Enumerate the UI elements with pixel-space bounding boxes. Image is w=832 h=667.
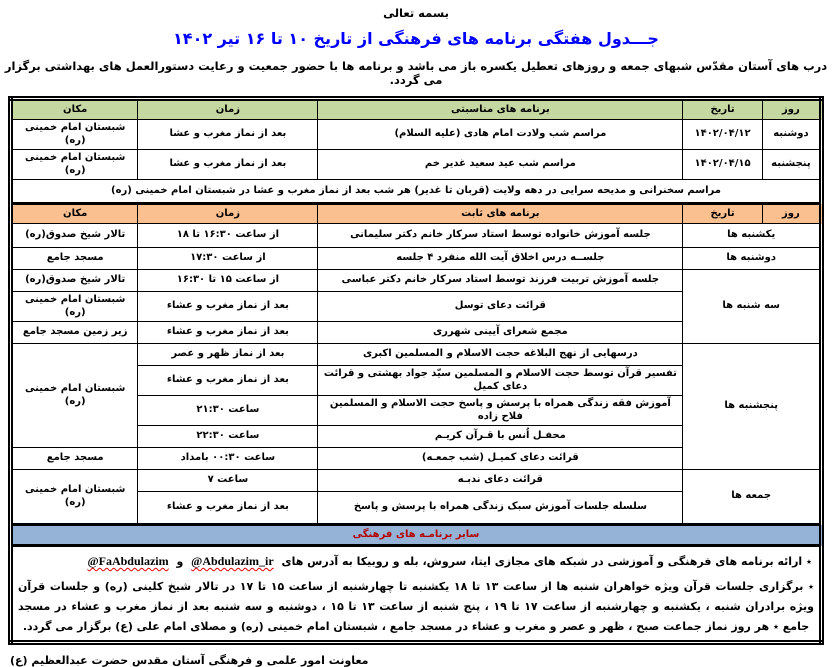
program-cell: سلسله جلسات آموزش سبک زندگی همراه با پرسش و پاسخ [318, 492, 683, 525]
location-cell: مسجد جامع [11, 248, 138, 270]
location-cell: شبستان امام خمینی (ره) [11, 470, 138, 525]
location-cell: شبستان امام خمینی (ره) [11, 150, 138, 180]
table-row [11, 150, 822, 180]
location-cell: تالار شیخ صدوق(ره) [11, 270, 138, 292]
day-group-cell: سه شنبه ها [683, 270, 822, 344]
column-header-day: روز [762, 204, 821, 224]
table-row [11, 470, 822, 492]
decade-note-row [11, 180, 822, 204]
time-cell: بعد از نماز مغرب و عشاء [138, 492, 318, 525]
table-row [11, 120, 822, 150]
program-cell: درسهایی از نهج البلاغه حجت الاسلام و المسلمین اکبری [318, 344, 683, 366]
location-cell: مسجد جامع [11, 448, 138, 470]
time-cell: بعد از نماز مغرب و عشا [138, 150, 318, 180]
column-header-location: مکان [11, 99, 138, 120]
time-cell: بعد از نماز مغرب و عشاء [138, 322, 318, 344]
date-cell: ۱۴۰۲/۰۴/۱۲ [683, 120, 762, 150]
table-row [11, 224, 822, 248]
column-header-fixed-programs: برنامه های ثابت [318, 204, 683, 224]
time-cell: بعد از نماز مغرب و عشا [138, 120, 318, 150]
column-header-date: تاریخ [683, 99, 762, 120]
location-cell: تالار شیخ صدوق(ره) [11, 224, 138, 248]
note-social-media [20, 551, 812, 573]
time-cell: ساعت ۲۱:۳۰ [138, 396, 318, 426]
page-subtitle: درب های آستان مقدّس شبهای جمعه و روزهای تعطیل یکسره باز می باشد و برنامه ها با حضور جمعیت و رعایت دستورالعمل های بهداشتی برگزار می گردد. [4, 59, 828, 87]
fixed-header-row [11, 204, 822, 224]
program-cell: قرائت دعای کمیـل (شب جمعـه) [318, 448, 683, 470]
time-cell: بعد از نماز مغرب و عشاء [138, 292, 318, 322]
program-cell: جلسه آموزش خانواده توسط استاد سرکار خانم دکتر سلیمانی [318, 224, 683, 248]
program-cell: تفسیر قرآن توسط حجت الاسلام و المسلمین سیّد جواد بهشتی و قرائت دعای کمیل [318, 366, 683, 396]
column-header-time: زمان [138, 99, 318, 120]
social-handle-link[interactable]: @FaAbdulazim [87, 554, 169, 568]
column-header-date: تاریخ [683, 204, 762, 224]
column-header-time: زمان [138, 204, 318, 224]
program-cell: مراسم شب ولادت امام هادی (علیه السلام) [318, 120, 683, 150]
social-handle-link[interactable]: @Abdulazim_ir [191, 554, 274, 568]
program-cell: مراسم شب عید سعید غدیر خم [318, 150, 683, 180]
column-header-day: روز [762, 99, 821, 120]
day-group-cell: پنجشنبه ها [683, 344, 822, 470]
table-row [11, 270, 822, 292]
occasional-header-row [11, 99, 822, 120]
notes-row [11, 546, 822, 643]
time-cell: ساعت ۷ [138, 470, 318, 492]
column-header-occasional-programs: برنامه های مناسبتی [318, 99, 683, 120]
program-cell: قرائت دعای ندبـه [318, 470, 683, 492]
program-cell: محفـل اُنس با قـرآن کریـم [318, 426, 683, 448]
program-cell: جلســه درس اخلاق آیت الله منفرد ۴ جلسه [318, 248, 683, 270]
footer-credit: معاونت امور علمی و فرهنگی آستان مقدس حضرت عبدالعظیم (ع) [10, 653, 369, 667]
decade-note-cell: مراسم سخنرانی و مدیحه سرایی در دهه ولایت (قربان تا غدیر) هر شب بعد از نماز مغرب و عشا در شبستان امام خمینی (ره) [11, 180, 822, 204]
table-row [11, 248, 822, 270]
note-quran-sessions: ٭ برگزاری جلسات قرآن ویژه خواهران شنبه ها از ساعت ۱۳ تا ۱۸ یکشنبه تا چهارشنبه از ساعت ۱۵ تا ۱۷ در تالار شیخ کلینی (ره) و جلسات قرآن ویژه برادران شنبه ، یکشنبه و چهارشنبه از ساعت ۱۷ تا ۱۹ ، پنج شنبه از ساعت ۱۳ تا ۱۵ ، دوشنبه و سه شنبه بعد از نماز مغرب و عشاء در مسجد جامع ٭ هر روز نماز جماعت صبح ، ظهر و عصر و مغرب و عشاء در مسجد جامع ، شبستان امام خمینی (ره) و مصلای امام علی (ع) برگزار می گردد. [18, 579, 815, 634]
time-cell: ساعت ۰۰:۳۰ بامداد [138, 448, 318, 470]
other-programs-band-row [11, 525, 822, 546]
note-social-text: ٭ ارائه برنامه های فرهنگی و آموزشی در شبکه های مجازی ایتا، سروش، بله و روبیکا به آدرس های [281, 555, 812, 568]
location-cell: شبستان امام خمینی (ره) [11, 344, 138, 448]
day-group-cell: جمعه ها [683, 470, 822, 525]
program-cell: مجمع شعرای آیینی شهرری [318, 322, 683, 344]
other-programs-band-title: سایر برنامـه های فرهنگی [11, 525, 822, 546]
time-cell: از ساعت ۱۵ تا ۱۶:۳۰ [138, 270, 318, 292]
time-cell: بعد از نماز ظهر و عصر [138, 344, 318, 366]
notes-cell [11, 546, 822, 643]
program-cell: جلسه آموزش تربیت فرزند توسط استاد سرکار خانم دکتر عباسی [318, 270, 683, 292]
program-cell: آموزش فقه زندگی همراه با پرسش و پاسخ حجت الاسلام و المسلمین فلاح زاده [318, 396, 683, 426]
location-cell: زیر زمین مسجد جامع [11, 322, 138, 344]
day-group-cell: دوشنبه ها [683, 248, 822, 270]
date-cell: ۱۴۰۲/۰۴/۱۵ [683, 150, 762, 180]
program-cell: قرائت دعای توسل [318, 292, 683, 322]
time-cell: از ساعت ۱۶:۳۰ تا ۱۸ [138, 224, 318, 248]
day-group-cell: یکشنبه ها [683, 224, 822, 248]
time-cell: از ساعت ۱۷:۳۰ [138, 248, 318, 270]
column-header-location: مکان [11, 204, 138, 224]
time-cell: بعد از نماز مغرب و عشاء [138, 366, 318, 396]
weekly-schedule-table [8, 96, 824, 645]
day-cell: دوشنبه [762, 120, 821, 150]
day-cell: پنجشنبه [762, 150, 821, 180]
time-cell: ساعت ۲۲:۳۰ [138, 426, 318, 448]
location-cell: شبستان امام خمینی (ره) [11, 292, 138, 322]
bismillah-text: بسمه تعالی [383, 6, 449, 20]
page-title: جـــدول هفتگی برنامه های فرهنگی از تاریخ ۱۰ تا ۱۶ تیر ۱۴۰۲ [173, 29, 659, 48]
note-conjunction: و [176, 555, 184, 568]
table-row [11, 344, 822, 366]
location-cell: شبستان امام خمینی (ره) [11, 120, 138, 150]
